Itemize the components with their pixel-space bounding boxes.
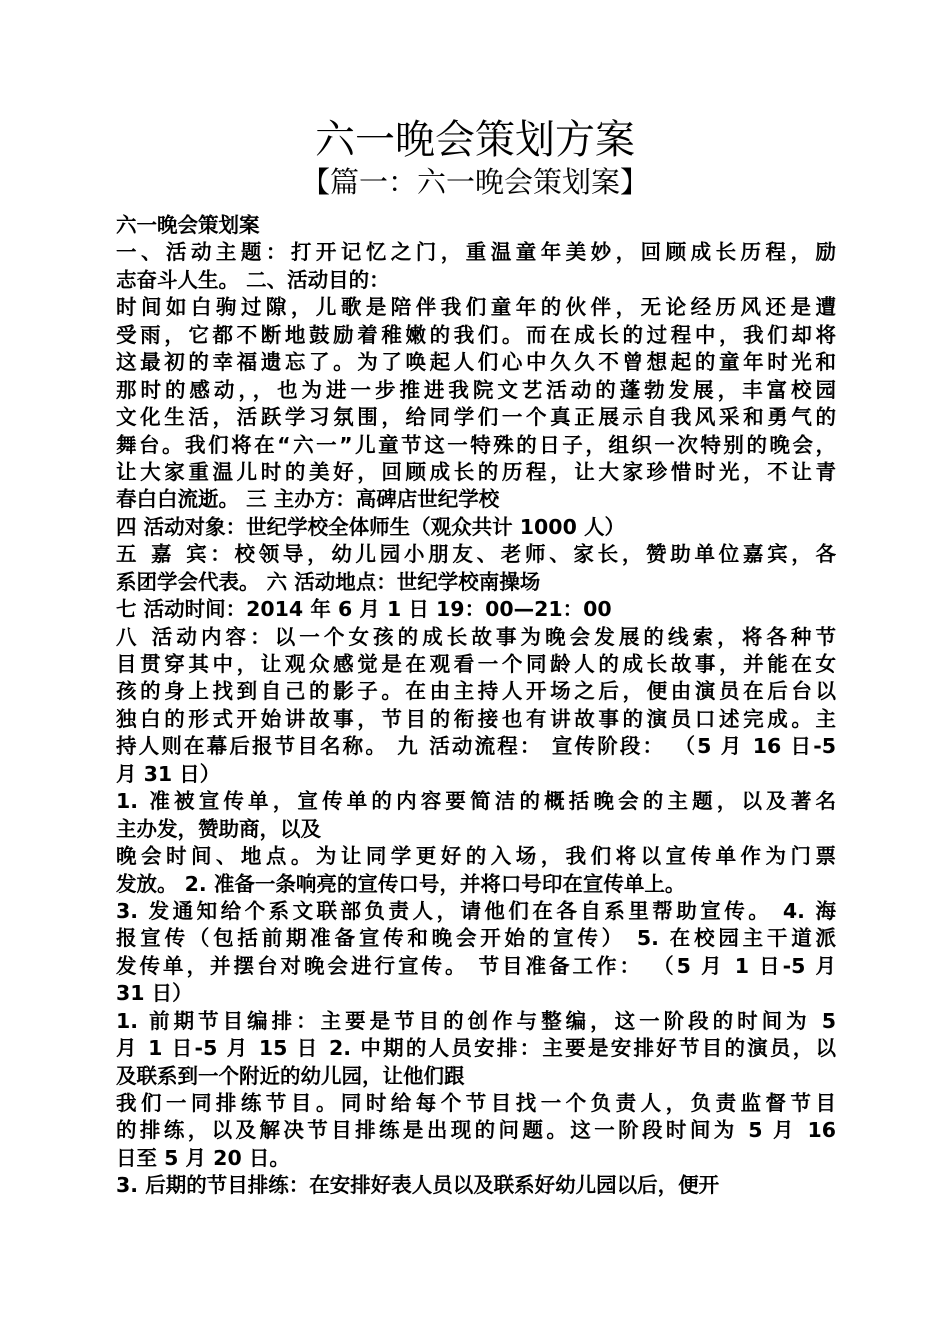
document-body — [116, 212, 836, 1200]
body-text-line: 春白白流逝。 三 主办方：高碑店世纪学校 — [116, 487, 500, 512]
document-subtitle: 【篇一：六一晚会策划案】 — [300, 165, 649, 199]
body-text-line: 让大家重温儿时的美好，回顾成长的历程，让大家珍惜时光，不让青 — [116, 459, 836, 484]
body-text-line: 八 活动内容：以一个女孩的成长故事为晚会发展的线索，将各种节 — [116, 624, 836, 649]
body-text-line: 系团学会代表。 六 活动地点：世纪学校南操场 — [116, 569, 541, 594]
body-text-line: 3. 发通知给个系文联部负责人，请他们在各自系里帮助宣传。 4. 海 — [116, 898, 836, 923]
body-text-line: 五 嘉 宾：校领导，幼儿园小朋友、老师、家长，赞助单位嘉宾，各 — [116, 542, 836, 567]
document-title: 六一晚会策划方案 — [315, 117, 635, 163]
body-text-line: 一、活动主题：打开记忆之门，重温童年美妙，回顾成长历程，励 — [116, 240, 836, 265]
body-text-line: 报宣传（包括前期准备宣传和晚会开始的宣传） 5. 在校园主干道派 — [116, 926, 836, 951]
body-text-line: 六一晚会策划案 — [116, 213, 260, 237]
body-text-line: 晚会时间、地点。为让同学更好的入场，我们将以宣传单作为门票 — [116, 844, 836, 869]
body-text-line: 四 活动对象：世纪学校全体师生（观众共计 1000 人） — [116, 514, 625, 539]
body-text-line: 1. 准被宣传单，宣传单的内容要简洁的概括晚会的主题，以及著名 — [116, 789, 836, 814]
body-text-line: 的排练，以及解决节目排练是出现的问题。这一阶段时间为 5 月 16 — [116, 1118, 836, 1143]
body-text-line: 我们一同排练节目。同时给每个节目找一个负责人，负责监督节目 — [116, 1091, 836, 1115]
body-text-line: 发传单，并摆台对晚会进行宣传。 节目准备工作： （5 月 1 日-5 月 — [116, 953, 836, 978]
body-text-line: 3. 后期的节目排练：在安排好表人员以及联系好幼儿园以后，便开 — [116, 1173, 720, 1198]
body-text-line: 31 日） — [116, 981, 193, 1006]
body-text-line: 独白的形式开始讲故事，节目的衔接也有讲故事的演员口述完成。主 — [116, 706, 836, 731]
body-text-line: 持人则在幕后报节目名称。 九 活动流程： 宣传阶段： （5 月 16 日-5 — [116, 734, 836, 759]
body-text-line: 月 31 日） — [116, 761, 221, 786]
body-text-line: 月 1 日-5 月 15 日 2. 中期的人员安排：主要是安排好节目的演员，以 — [116, 1036, 836, 1061]
body-text-line: 孩的身上找到自己的影子。在由主持人开场之后，便由演员在后台以 — [116, 679, 836, 704]
body-text-line: 日至 5 月 20 日。 — [116, 1145, 290, 1170]
body-text-line: 这最初的幸福遗忘了。为了唤起人们心中久久不曾想起的童年时光和 — [116, 350, 836, 375]
body-text-line: 志奋斗人生。 二、活动目的： — [116, 267, 390, 292]
body-text-line: 主办发，赞助商，以及 — [116, 816, 321, 841]
body-text-line: 及联系到一个附近的幼儿园，让他们跟 — [116, 1063, 465, 1088]
body-text-line: 受雨，它都不断地鼓励着稚嫩的我们。而在成长的过程中，我们却将 — [116, 322, 836, 347]
body-text-line: 时间如白驹过隙，儿歌是陪伴我们童年的伙伴，无论经历风还是遭 — [116, 295, 836, 320]
body-text-line: 1. 前期节目编排：主要是节目的创作与整编，这一阶段的时间为 5 — [116, 1008, 836, 1033]
body-text-line: 目贯穿其中，让观众感觉是在观看一个同龄人的成长故事，并能在女 — [116, 652, 836, 676]
body-text-line: 那时的感动，，也为进一步推进我院文艺活动的蓬勃发展，丰富校园 — [116, 377, 836, 402]
body-text-line: 发放。 2. 准备一条响亮的宣传口号，并将口号印在宣传单上。 — [116, 871, 686, 896]
body-text-line: 七 活动时间：2014 年 6 月 1 日 19：00—21：00 — [116, 597, 612, 622]
body-text-line: 舞台。我们将在“六一”儿童节这一特殊的日子，组织一次特别的晚会， — [116, 432, 836, 457]
body-text-line: 文化生活，活跃学习氛围，给同学们一个真正展示自我风采和勇气的 — [116, 405, 836, 430]
